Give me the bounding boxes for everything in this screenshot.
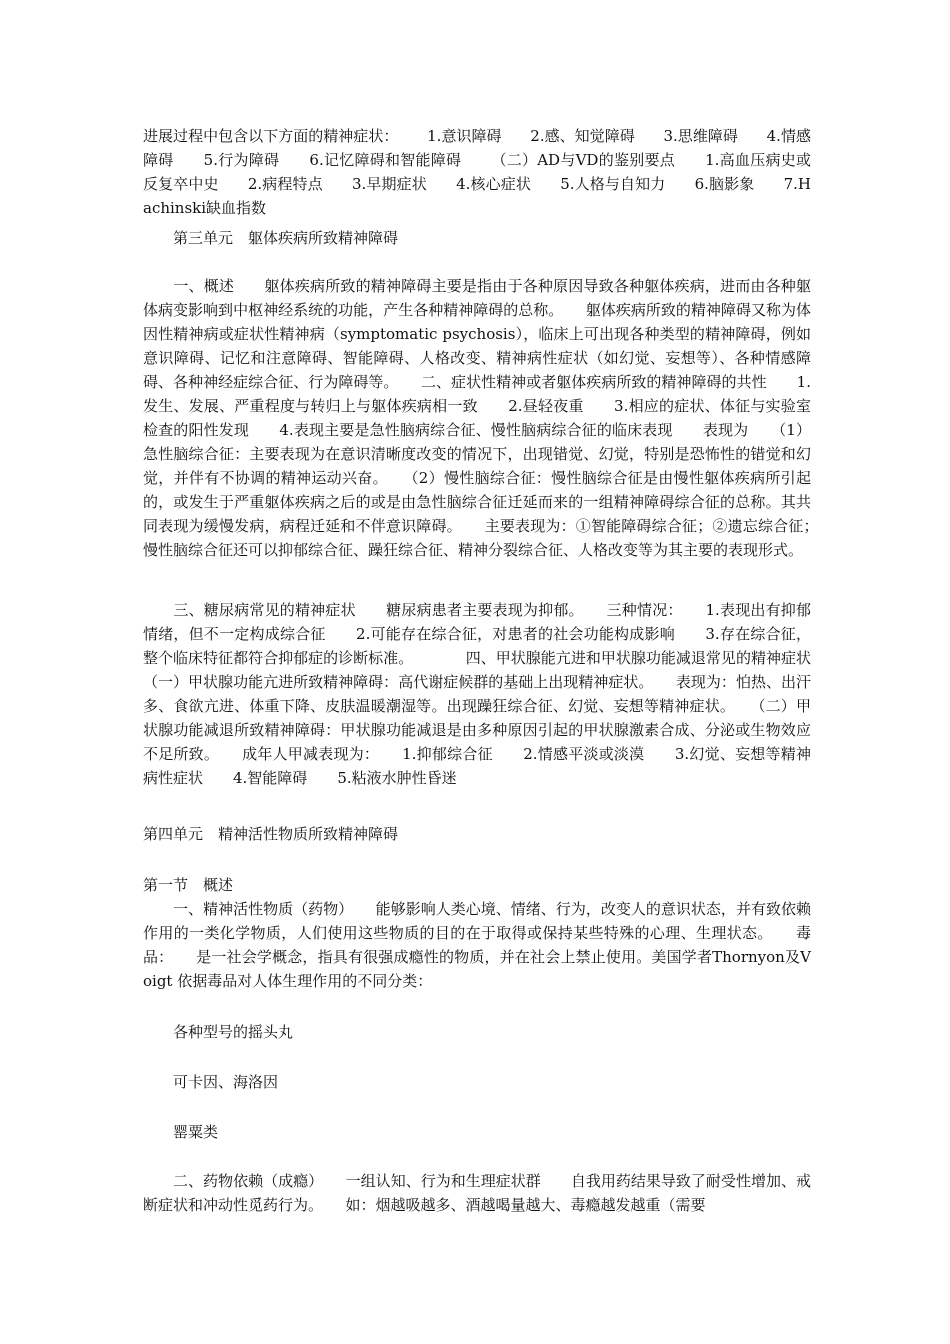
list-item-cocaine-heroin: 可卡因、海洛因	[173, 1073, 279, 1091]
paragraph-drug-dependence: 二、药物依赖（成瘾） 一组认知、行为和生理症状群 自我用药结果导致了耐受性增加、戒断症状和冲动性觅药行为。 如：烟越吸越多、酒越喝量越大、毒瘾越发越重（需要	[143, 1172, 811, 1214]
unit-four-heading: 第四单元 精神活性物质所致精神障碍	[143, 825, 399, 843]
paragraph-psychoactive-substances: 一、精神活性物质（药物） 能够影响人类心境、情绪、行为，改变人的意识状态，并有致依赖作用的一类化学物质，人们使用这些物质的目的在于取得或保持某些特殊的心理、生理状态。 毒品： 是一社会学概念，指具有很强成瘾性的物质，并在社会上禁止使用。美国学者Thornyon及Voigt 依据毒品对人体生理作用的不同分类：	[143, 900, 811, 990]
paragraph-diabetes-thyroid: 三、糖尿病常见的精神症状 糖尿病患者主要表现为抑郁。 三种情况： 1.表现出有抑郁情绪，但不一定构成综合征 2.可能存在综合征，对患者的社会功能构成影响 3.存在综合征，整个临床特征都符合抑郁症的诊断标准。 四、甲状腺能亢进和甲状腺功能减退常见的精神症状 （一）甲状腺功能亢进所致精神障碍：高代谢症候群的基础上出现精神症状。 表现为：怕热、出汗多、食欲亢进、体重下降、皮肤温暖潮湿等。出现躁狂综合征、幻觉、妄想等精神症状。 （二）甲状腺功能减退所致精神障碍：甲状腺功能减退是由多种原因引起的甲状腺激素合成、分泌或生物效应不足所致。 成年人甲减表现为： 1.抑郁综合征 2.情感平淡或淡漠 3.幻觉、妄想等精神病性症状 4.智能障碍 5.粘液水肿性昏迷	[143, 601, 842, 787]
paragraph-dementia-symptoms: 进展过程中包含以下方面的精神症状： 1.意识障碍 2.感、知觉障碍 3.思维障碍 4.情感障碍 5.行为障碍 6.记忆障碍和智能障碍 （二）AD与VD的鉴别要点 1.高血压病史或反复卒中史 2.病程特点 3.早期症状 4.核心症状 5.人格与自知力 6.脑影象 7.Hachinski缺血指数	[143, 127, 811, 217]
unit-three-heading: 第三单元 躯体疾病所致精神障碍	[173, 229, 399, 247]
list-item-opium: 罂粟类	[173, 1123, 219, 1141]
section-one-heading: 第一节 概述	[143, 876, 234, 894]
list-item-ecstasy: 各种型号的摇头丸	[173, 1023, 294, 1041]
paragraph-somatic-disease-overview: 一、概述 躯体疾病所致的精神障碍主要是指由于各种原因导致各种躯体疾病，进而由各种躯体病变影响到中枢神经系统的功能，产生各种精神障碍的总称。 躯体疾病所致的精神障碍又称为体因性精神病或症状性精神病（symptomatic psychosis），临床上可出现各种类型的精神障碍，例如意识障碍、记忆和注意障碍、智能障碍、人格改变、精神病性症状（如幻觉、妄想等）、各种情感障碍、各种神经症综合征、行为障碍等。 二、症状性精神或者躯体疾病所致的精神障碍的共性 1.发生、发展、严重程度与转归上与躯体疾病相一致 2.昼轻夜重 3.相应的症状、体征与实验室检查的阳性发现 4.表现主要是急性脑病综合征、慢性脑病综合征的临床表现 表现为 （1）急性脑综合征：主要表现为在意识清晰度改变的情况下，出现错觉、幻觉，特别是恐怖性的错觉和幻觉，并伴有不协调的精神运动兴奋。 （2）慢性脑综合征：慢性脑综合征是由慢性躯体疾病所引起的，或发生于严重躯体疾病之后的或是由急性脑综合征迁延而来的一组精神障碍综合征的总称。其共同表现为缓慢发病，病程迁延和不伴意识障碍。 主要表现为：①智能障碍综合征；②遗忘综合征； 慢性脑综合征还可以抑郁综合征、躁狂综合征、精神分裂综合征、人格改变等为其主要的表现形式。	[143, 277, 842, 559]
